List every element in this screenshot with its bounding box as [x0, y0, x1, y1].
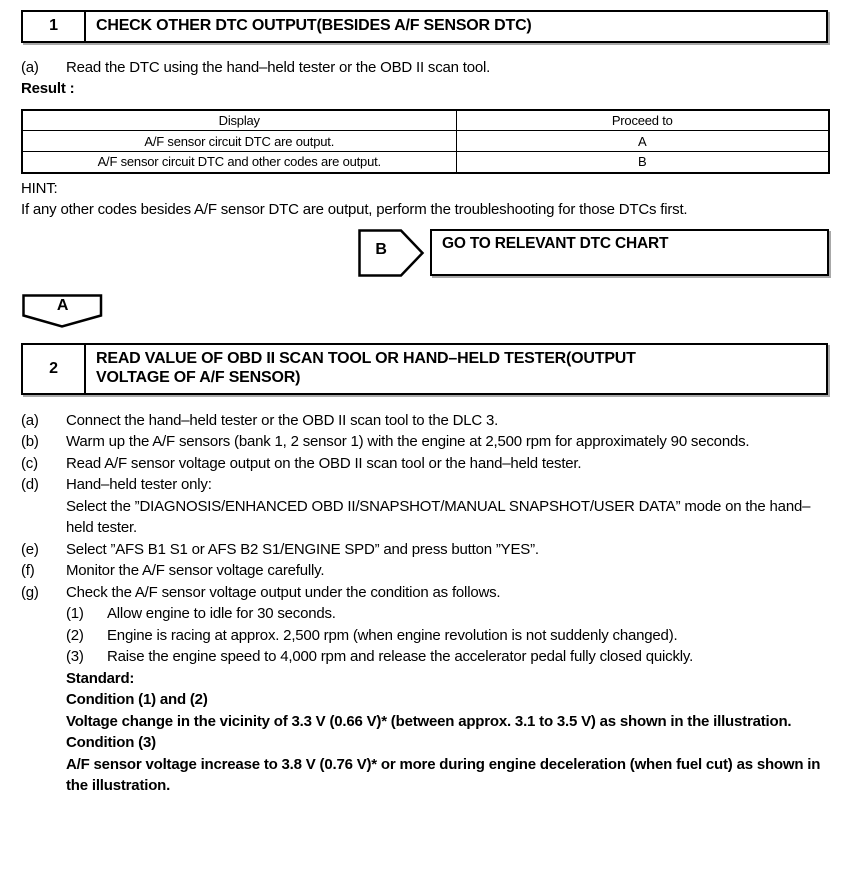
step-2-number: 2: [23, 345, 86, 393]
instruction-label: (g): [21, 583, 39, 601]
instruction-label: (a): [21, 411, 39, 429]
condition-3: [21, 646, 833, 668]
step-2-instruction-d: [21, 474, 833, 496]
standard-voltage-3: A/F sensor voltage increase to 3.8 V (0.76 V)* or more during engine deceleration (when fuel cut) as shown in the illustration.: [66, 755, 821, 794]
instruction-text: Read the DTC using the hand–held tester or the OBD II scan tool.: [66, 58, 491, 76]
instruction-text: Read A/F sensor voltage output on the OBD II scan tool or the hand–held tester.: [66, 454, 582, 472]
step-2-title: READ VALUE OF OBD II SCAN TOOL OR HAND–HELD TESTER(OUTPUT VOLTAGE OF A/F SENSOR): [96, 349, 636, 386]
step-1-header: [21, 10, 828, 43]
instruction-label: [21, 496, 66, 539]
step-2-instruction-c: [21, 453, 833, 475]
table-cell-display: A/F sensor circuit DTC and other codes are output.: [22, 152, 456, 173]
instruction-label: (d): [21, 476, 39, 493]
step-2-instruction-b: [21, 431, 833, 453]
instruction-label: (e): [21, 540, 39, 558]
step-2-header: [21, 343, 828, 395]
table-header-proceed: Proceed to: [456, 110, 829, 131]
step-2-instruction-f: [21, 560, 833, 582]
instruction-label: (b): [21, 433, 39, 450]
standard-heading: Standard:: [66, 669, 135, 687]
instruction-text: Warm up the A/F sensors (bank 1, 2 sensor 1) with the engine at 2,500 rpm for approximately 90 seconds.: [66, 433, 750, 450]
table-row: [22, 131, 829, 152]
instruction-label: (c): [21, 454, 38, 472]
condition-2: [21, 625, 833, 647]
table-header-display: Display: [22, 110, 456, 131]
step-1-instruction-a: [21, 57, 833, 79]
condition-label: (2): [66, 626, 84, 644]
condition-text: Allow engine to idle for 30 seconds.: [107, 605, 336, 622]
instruction-text: Select ”AFS B1 S1 or AFS B2 S1/ENGINE SPD” and press button ”YES”.: [66, 540, 539, 558]
standard-condition-3: Condition (3): [66, 734, 156, 751]
instruction-label: (f): [21, 562, 35, 579]
standard-condition-12: Condition (1) and (2): [66, 691, 208, 708]
standard-voltage-12: Voltage change in the vicinity of 3.3 V (0.66 V)* (between approx. 3.1 to 3.5 V) as shown in the illustration.: [66, 712, 792, 730]
step-2-instruction-e: [21, 539, 833, 561]
instruction-text: Check the A/F sensor voltage output under the condition as follows.: [66, 583, 501, 601]
hint-text: If any other codes besides A/F sensor DTC are output, perform the troubleshooting for those DTCs first.: [21, 201, 688, 218]
condition-text: Raise the engine speed to 4,000 rpm and release the accelerator pedal fully closed quickly.: [107, 648, 694, 665]
a-connector-label: A: [56, 296, 69, 314]
step-2-instruction-g: [21, 582, 833, 604]
step-2-instruction-a: [21, 410, 833, 432]
b-connector-label: B: [375, 240, 387, 258]
instruction-text: Monitor the A/F sensor voltage carefully.: [66, 562, 325, 579]
condition-1: [21, 603, 833, 625]
hint-label: HINT:: [21, 179, 58, 197]
table-cell-proceed: A: [456, 131, 829, 152]
table-cell-display: A/F sensor circuit DTC are output.: [22, 131, 456, 152]
instruction-text: Hand–held tester only:: [66, 476, 212, 493]
condition-text: Engine is racing at approx. 2,500 rpm (when engine revolution is not suddenly changed).: [107, 626, 678, 644]
instruction-text: Connect the hand–held tester or the OBD II scan tool to the DLC 3.: [66, 411, 499, 429]
step-1-title: CHECK OTHER DTC OUTPUT(BESIDES A/F SENSOR DTC): [96, 17, 532, 34]
table-header-row: [22, 110, 829, 131]
condition-label: (1): [66, 605, 84, 622]
instruction-text: Select the ”DIAGNOSIS/ENHANCED OBD II/SNAPSHOT/MANUAL SNAPSHOT/USER DATA” mode on the hand–held tester.: [66, 497, 811, 536]
instruction-label: (a): [21, 58, 39, 76]
b-connector-icon: [358, 229, 425, 277]
table-cell-proceed: B: [456, 152, 829, 173]
step-1-number: 1: [23, 12, 86, 41]
table-row: [22, 152, 829, 173]
step-2-instruction-d-detail: [21, 496, 833, 539]
goto-dtc-chart-box: GO TO RELEVANT DTC CHART: [430, 229, 829, 276]
result-label: Result :: [21, 80, 75, 97]
a-connector-icon: [22, 294, 103, 329]
result-table: [21, 109, 830, 174]
branch-b: [358, 229, 841, 277]
condition-label: (3): [66, 648, 84, 665]
